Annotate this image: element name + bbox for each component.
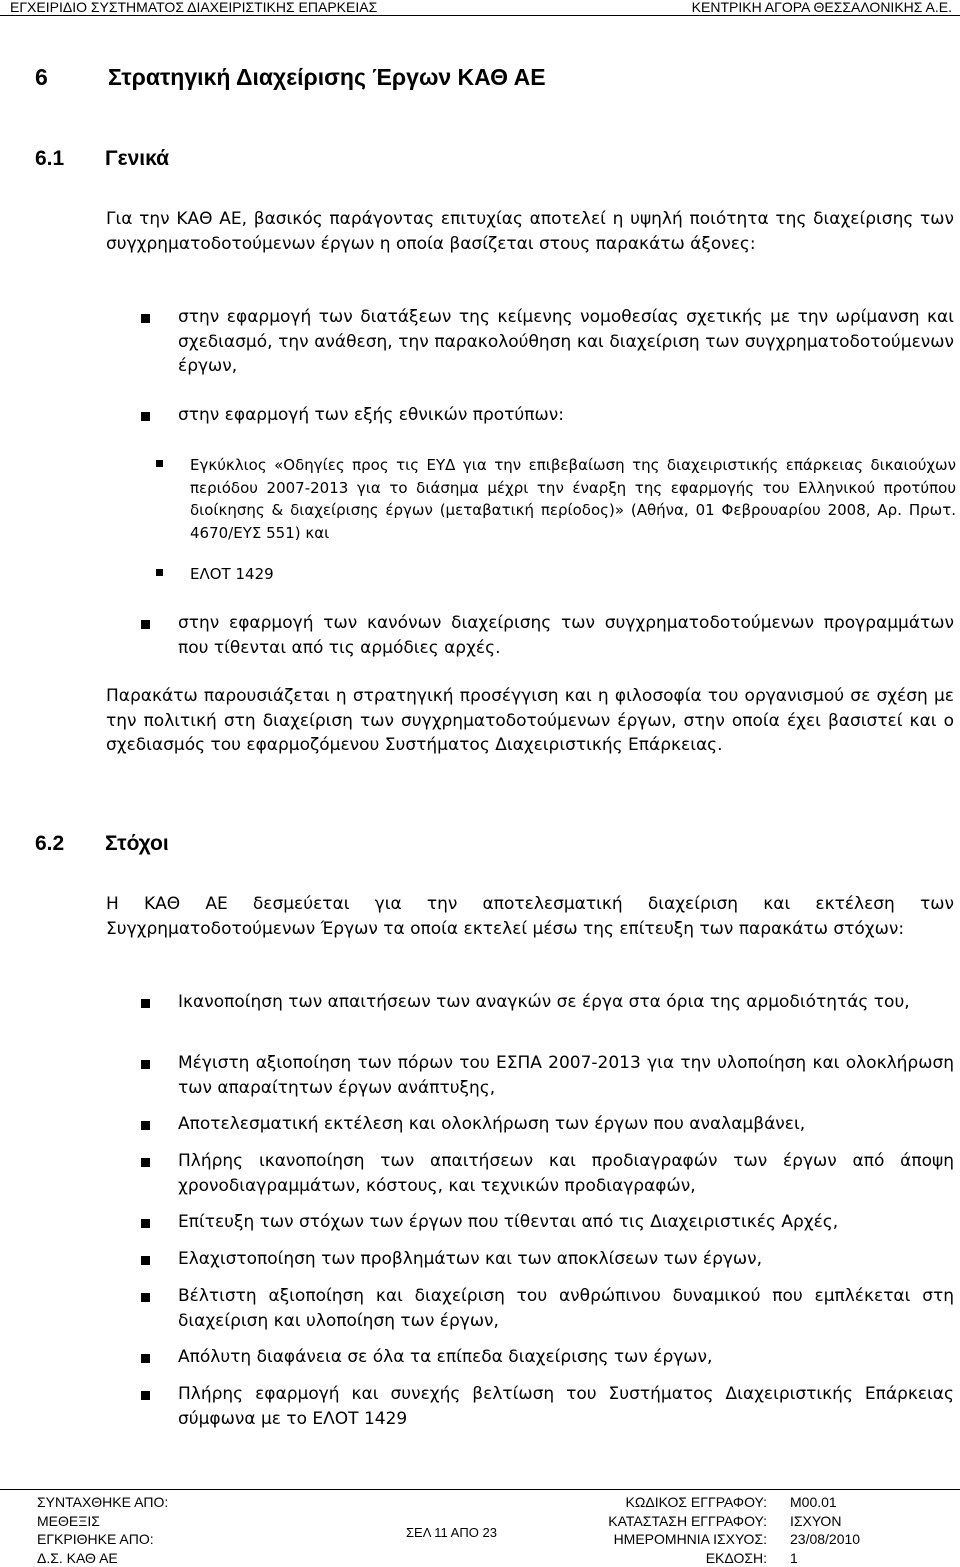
list-item-text: Επίτευξη των στόχων των έργων που τίθενται από τις Διαχειριστικές Αρχές, <box>178 1212 838 1232</box>
section-number: 6.2 <box>35 831 105 857</box>
sub-list-item <box>190 454 956 544</box>
square-bullet-icon <box>141 1158 150 1167</box>
footer-date-value: 23/08/2010 <box>790 1530 860 1549</box>
list-item-text: Απόλυτη διαφάνεια σε όλα τα επίπεδα διαχείρισης των έργων, <box>178 1347 712 1367</box>
chapter-heading <box>35 63 546 91</box>
footer-values <box>790 1493 860 1567</box>
page-number: ΣΕΛ 11 ΑΠΟ 23 <box>406 1524 497 1543</box>
section-heading-6-2 <box>35 831 169 857</box>
list-item <box>178 990 954 1015</box>
section-2-intro: Η ΚΑΘ ΑΕ δεσμεύεται για την αποτελεσματική διαχείριση και εκτέλεση των Συγχρηματοδοτούμενων Έργων τα οποία εκτελεί μέσω της επίτευξη των παρακάτω στόχων: <box>106 892 954 941</box>
header-organization: ΚΕΝΤΡΙΚΗ ΑΓΟΡΑ ΘΕΣΣΑΛΟΝΙΚΗΣ Α.Ε. <box>692 0 952 14</box>
footer-code-value: Μ00.01 <box>790 1493 860 1512</box>
list-item-text: Ελαχιστοποίηση των προβλημάτων και των αποκλίσεων των έργων, <box>178 1249 762 1269</box>
chapter-title: Στρατηγική Διαχείρισης Έργων ΚΑΘ ΑΕ <box>108 64 546 90</box>
square-bullet-icon <box>141 1060 150 1069</box>
list-item <box>178 1112 954 1137</box>
square-bullet-icon <box>141 999 150 1008</box>
list-item-text: Πλήρης ικανοποίηση των απαιτήσεων και προδιαγραφών των έργων από άποψη χρονοδιαγραμμάτων, κόστους, και τεχνικών προδιαγραφών, <box>178 1151 954 1196</box>
section-heading-6-1 <box>35 146 169 172</box>
page-header <box>0 0 960 16</box>
section-number: 6.1 <box>35 146 105 172</box>
list-item <box>178 403 954 428</box>
list-item <box>178 1247 954 1272</box>
header-document-title: ΕΓΧΕΙΡΙΔΙΟ ΣΥΣΤΗΜΑΤΟΣ ΔΙΑΧΕΙΡΙΣΤΙΚΗΣ ΕΠΑΡΚΕΙΑΣ <box>10 0 377 14</box>
sub-list-item-text: ΕΛΟΤ 1429 <box>190 565 274 583</box>
list-item <box>178 1210 954 1235</box>
footer-status-value: ΙΣΧΥΟΝ <box>790 1512 860 1531</box>
footer-author: ΜΕΘΕΞΙΣ <box>37 1512 168 1531</box>
list-item <box>178 1284 954 1333</box>
footer-authored-label: ΣΥΝΤΑΧΘΗΚΕ ΑΠΟ: <box>37 1493 168 1512</box>
small-square-bullet-icon <box>156 460 163 467</box>
list-item-text: Μέγιστη αξιοποίηση των πόρων του ΕΣΠΑ 2007-2013 για την υλοποίηση και ολοκλήρωση των απαραίτητων έργων ανάπτυξης, <box>178 1053 954 1098</box>
square-bullet-icon <box>141 1354 150 1363</box>
footer-version-label: ΕΚΔΟΣΗ: <box>608 1549 767 1567</box>
section-title: Γενικά <box>105 147 169 170</box>
square-bullet-icon <box>141 314 150 323</box>
list-item-text: Αποτελεσματική εκτέλεση και ολοκλήρωση των έργων που αναλαμβάνει, <box>178 1114 805 1134</box>
footer-authoring <box>37 1493 168 1567</box>
section-1-closing: Παρακάτω παρουσιάζεται η στρατηγική προσέγγιση και η φιλοσοφία του οργανισμού σε σχέση με την πολιτική στη διαχείριση των συγχρηματοδοτούμενων έργων, στην οποία έχει βασιστεί και ο σχεδιασμός του εφαρμοζόμενου Συστήματος Διαχειριστικής Επάρκειας. <box>106 684 954 758</box>
footer-date-label: ΗΜΕΡΟΜΗΝΙΑ ΙΣΧΥΟΣ: <box>608 1530 767 1549</box>
square-bullet-icon <box>141 1219 150 1228</box>
square-bullet-icon <box>141 620 150 629</box>
footer-version-value: 1 <box>790 1549 860 1567</box>
list-item-text: στην εφαρμογή των διατάξεων της κείμενης νομοθεσίας σχετικής με την ωρίμανση και σχεδιασμό, την ανάθεση, την παρακολούθηση και διαχείριση των συγχρηματοδοτούμενων έργων, <box>178 307 954 376</box>
footer-status-label: ΚΑΤΑΣΤΑΣΗ ΕΓΓΡΑΦΟΥ: <box>608 1512 767 1531</box>
list-item <box>178 611 954 660</box>
list-item-text: Πλήρης εφαρμογή και συνεχής βελτίωση του Συστήματος Διαχειριστικής Επάρκειας σύμφωνα με το ΕΛΟΤ 1429 <box>178 1384 954 1429</box>
small-square-bullet-icon <box>156 569 163 576</box>
square-bullet-icon <box>141 1121 150 1130</box>
list-item-text: στην εφαρμογή των κανόνων διαχείρισης των συγχρηματοδοτούμενων προγραμμάτων που τίθενται από τις αρμόδιες αρχές. <box>178 613 954 658</box>
square-bullet-icon <box>141 1293 150 1302</box>
list-item-text: στην εφαρμογή των εξής εθνικών προτύπων: <box>178 405 564 425</box>
footer-approver: Δ.Σ. ΚΑΘ ΑΕ <box>37 1549 168 1567</box>
section-1-intro: Για την ΚΑΘ ΑΕ, βασικός παράγοντας επιτυχίας αποτελεί η υψηλή ποιότητα της διαχείρισης των συγχρηματοδοτούμενων έργων η οποία βασίζεται στους παρακάτω άξονες: <box>106 207 954 256</box>
list-item <box>178 1382 954 1431</box>
sub-list-item <box>190 563 956 586</box>
footer-code-label: ΚΩΔΙΚΟΣ ΕΓΓΡΑΦΟΥ: <box>608 1493 767 1512</box>
list-item <box>178 305 954 379</box>
page-footer <box>0 1489 960 1567</box>
section-title: Στόχοι <box>105 832 169 855</box>
square-bullet-icon <box>141 1391 150 1400</box>
chapter-number: 6 <box>35 63 108 91</box>
square-bullet-icon <box>141 1256 150 1265</box>
list-item <box>178 1051 954 1100</box>
square-bullet-icon <box>141 412 150 421</box>
sub-list-item-text: Εγκύκλιος «Οδηγίες προς τις ΕΥΔ για την επιβεβαίωση της διαχειριστικής επάρκειας δικαιούχων περιόδου 2007-2013 για το διάσημα μέχρι την έναρξη της εφαρμογής του Ελληνικού προτύπου διοίκησης & διαχείρισης έργων (μεταβατική περίοδος)» (Αθήνα, 01 Φεβρουαρίου 2008, Αρ. Πρωτ. 4670/ΕΥΣ 551) και <box>190 456 956 542</box>
list-item <box>178 1149 954 1198</box>
footer-approved-label: ΕΓΚΡΙΘΗΚΕ ΑΠΟ: <box>37 1530 168 1549</box>
list-item <box>178 1345 954 1370</box>
footer-labels <box>608 1493 767 1567</box>
list-item-text: Βέλτιστη αξιοποίηση και διαχείριση του ανθρώπινου δυναμικού που εμπλέκεται στη διαχείριση και υλοποίηση των έργων, <box>178 1286 954 1331</box>
list-item-text: Ικανοποίηση των απαιτήσεων των αναγκών σε έργα στα όρια της αρμοδιότητάς του, <box>178 992 910 1012</box>
